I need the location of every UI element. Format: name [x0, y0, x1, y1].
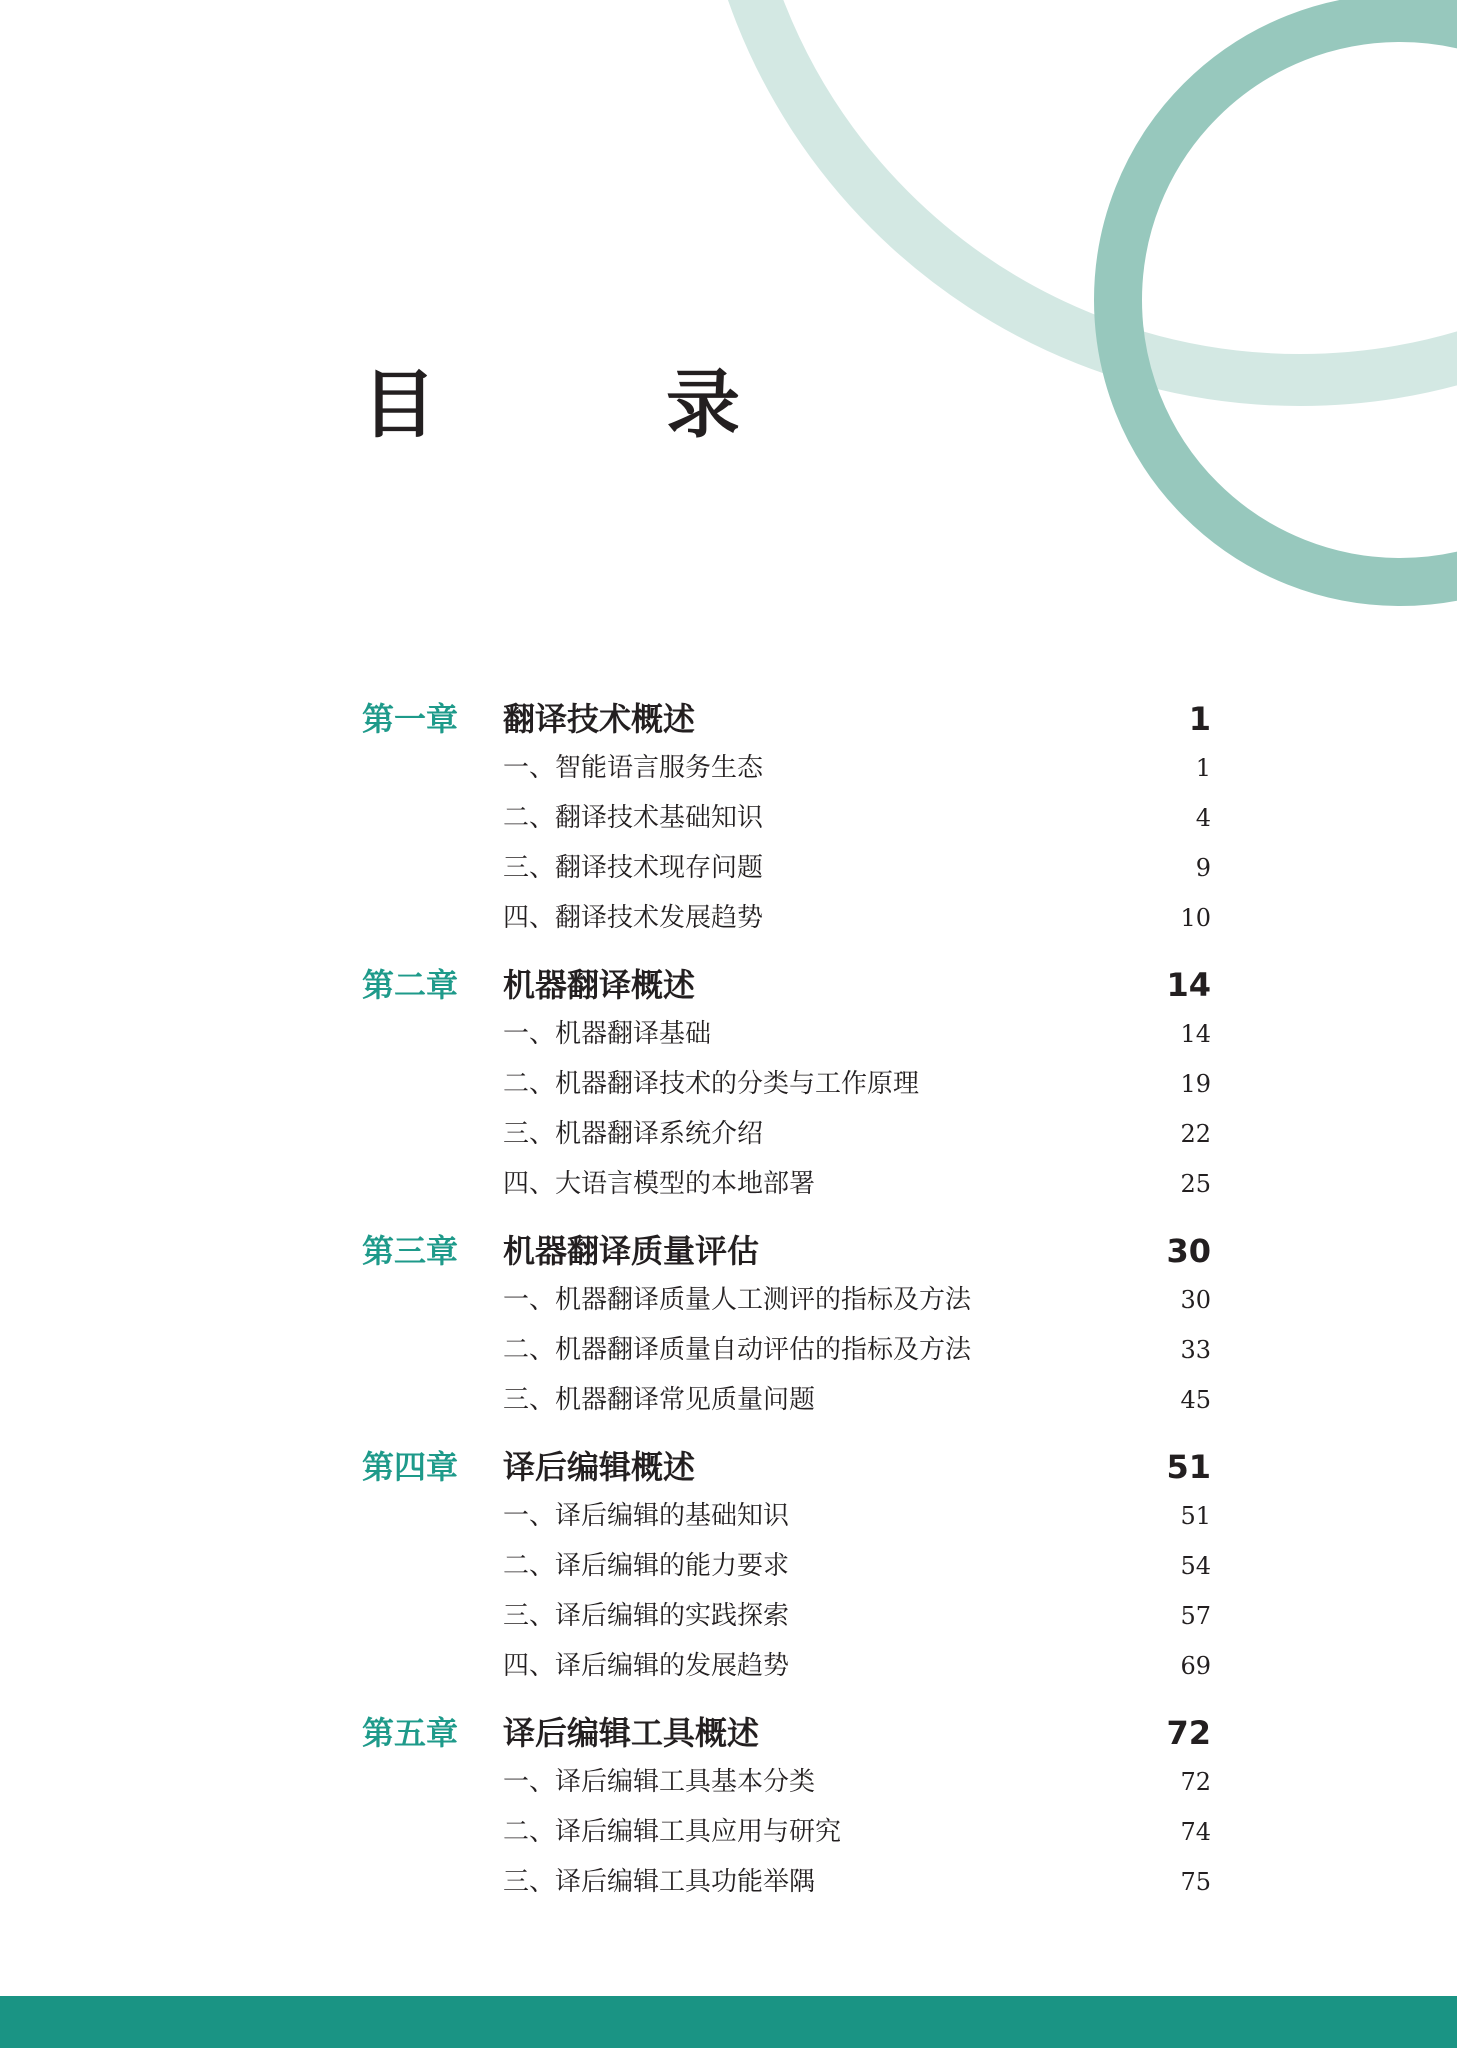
toc-section-row[interactable]: [0, 748, 1457, 788]
section-page-number: 57: [1180, 1602, 1211, 1630]
section-title: 二、机器翻译质量自动评估的指标及方法: [503, 1335, 972, 1365]
chapter-page-number: 72: [1166, 1714, 1211, 1752]
toc-section-row[interactable]: [0, 1862, 1457, 1902]
toc-section-row[interactable]: [0, 798, 1457, 838]
section-title: 四、译后编辑的发展趋势: [503, 1651, 790, 1681]
section-title: 一、译后编辑工具基本分类: [503, 1767, 816, 1797]
toc-section-row[interactable]: [0, 1164, 1457, 1204]
section-page-number: 72: [1180, 1768, 1211, 1796]
chapter-number: 第二章: [362, 966, 459, 1004]
chapter-page-number: 30: [1166, 1232, 1211, 1270]
section-title: 三、机器翻译系统介绍: [503, 1119, 764, 1149]
chapter-title: 翻译技术概述: [503, 700, 696, 738]
section-title: 二、机器翻译技术的分类与工作原理: [503, 1069, 920, 1099]
section-title: 二、译后编辑的能力要求: [503, 1551, 790, 1581]
toc-section-row[interactable]: [0, 1114, 1457, 1154]
toc-section-row[interactable]: [0, 1014, 1457, 1054]
section-page-number: 30: [1180, 1286, 1211, 1314]
section-page-number: 4: [1195, 804, 1211, 832]
section-title: 一、机器翻译基础: [503, 1019, 712, 1049]
chapter-heading-row[interactable]: [0, 1710, 1457, 1756]
section-title: 二、翻译技术基础知识: [503, 803, 764, 833]
chapter-title: 译后编辑概述: [503, 1448, 696, 1486]
section-title: 三、译后编辑的实践探索: [503, 1601, 790, 1631]
section-page-number: 69: [1180, 1652, 1211, 1680]
dark-ring: [1118, 18, 1457, 582]
chapter-heading-row[interactable]: [0, 1228, 1457, 1274]
footer-bar: [0, 1996, 1457, 2048]
toc-section-row[interactable]: [0, 848, 1457, 888]
toc-section-row[interactable]: [0, 1330, 1457, 1370]
chapter-page-number: 14: [1166, 966, 1211, 1004]
chapter-heading-row[interactable]: [0, 1444, 1457, 1490]
chapter-title: 译后编辑工具概述: [503, 1714, 760, 1752]
toc-section-row[interactable]: [0, 1546, 1457, 1586]
section-page-number: 1: [1195, 754, 1211, 782]
chapter-page-number: 51: [1166, 1448, 1211, 1486]
page-title: 目 录: [362, 362, 818, 448]
toc-section-row[interactable]: [0, 1762, 1457, 1802]
section-page-number: 45: [1180, 1386, 1211, 1414]
section-title: 一、译后编辑的基础知识: [503, 1501, 790, 1531]
section-title: 四、翻译技术发展趋势: [503, 903, 764, 933]
toc-section-row[interactable]: [0, 1380, 1457, 1420]
toc-section-row[interactable]: [0, 1064, 1457, 1104]
section-page-number: 14: [1180, 1020, 1211, 1048]
section-page-number: 51: [1180, 1502, 1211, 1530]
chapter-heading-row[interactable]: [0, 962, 1457, 1008]
section-page-number: 19: [1180, 1070, 1211, 1098]
chapter-heading-row[interactable]: [0, 696, 1457, 742]
chapter-title: 机器翻译概述: [503, 966, 696, 1004]
section-title: 二、译后编辑工具应用与研究: [503, 1817, 842, 1847]
section-page-number: 75: [1180, 1868, 1211, 1896]
chapter-number: 第四章: [362, 1448, 459, 1486]
toc-section-row[interactable]: [0, 1812, 1457, 1852]
light-ring: [720, 0, 1457, 380]
section-page-number: 74: [1180, 1818, 1211, 1846]
chapter-title: 机器翻译质量评估: [503, 1232, 760, 1270]
section-page-number: 10: [1180, 904, 1211, 932]
section-page-number: 9: [1195, 854, 1211, 882]
toc-section-row[interactable]: [0, 1280, 1457, 1320]
section-page-number: 33: [1180, 1336, 1211, 1364]
chapter-number: 第五章: [362, 1714, 459, 1752]
chapter-page-number: 1: [1188, 700, 1211, 738]
section-title: 一、智能语言服务生态: [503, 753, 764, 783]
section-page-number: 54: [1180, 1552, 1211, 1580]
section-page-number: 22: [1180, 1120, 1211, 1148]
toc-section-row[interactable]: [0, 1496, 1457, 1536]
section-title: 三、翻译技术现存问题: [503, 853, 764, 883]
toc-section-row[interactable]: [0, 898, 1457, 938]
section-title: 三、译后编辑工具功能举隅: [503, 1867, 816, 1897]
chapter-number: 第一章: [362, 700, 459, 738]
section-page-number: 25: [1180, 1170, 1211, 1198]
section-title: 一、机器翻译质量人工测评的指标及方法: [503, 1285, 972, 1315]
toc-section-row[interactable]: [0, 1646, 1457, 1686]
section-title: 四、大语言模型的本地部署: [503, 1169, 816, 1199]
toc-section-row[interactable]: [0, 1596, 1457, 1636]
section-title: 三、机器翻译常见质量问题: [503, 1385, 816, 1415]
chapter-number: 第三章: [362, 1232, 459, 1270]
